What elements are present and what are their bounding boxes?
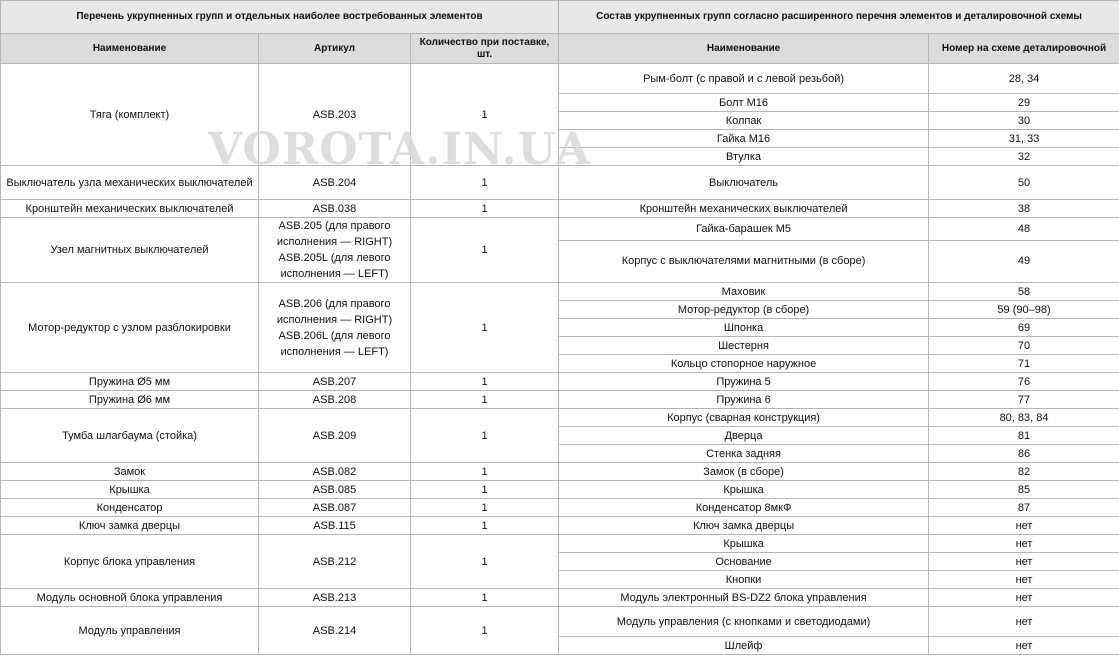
scheme-number-cell: нет [929,571,1119,589]
group-name-cell: Пружина Ø5 мм [1,373,259,391]
quantity-cell: 1 [411,218,559,283]
component-name-cell: Крышка [559,481,929,499]
table-row [1,535,1119,553]
quantity-cell: 1 [411,499,559,517]
table-row [1,218,1119,241]
component-name-cell: Ключ замка дверцы [559,517,929,535]
group-name-cell: Тумба шлагбаума (стойка) [1,409,259,463]
group-name-cell: Выключатель узла механических выключателей [1,166,259,200]
component-name-cell: Мотор-редуктор (в сборе) [559,301,929,319]
component-name-cell: Крышка [559,535,929,553]
component-name-cell: Шлейф [559,637,929,655]
scheme-number-cell: нет [929,607,1119,637]
article-cell: ASB.207 [259,373,411,391]
scheme-number-cell: 48 [929,218,1119,241]
table-row [1,607,1119,637]
group-name-cell: Корпус блока управления [1,535,259,589]
scheme-number-cell: 71 [929,355,1119,373]
article-cell: ASB.085 [259,481,411,499]
component-name-column-header: Наименование [559,34,929,64]
quantity-cell: 1 [411,373,559,391]
quantity-cell: 1 [411,200,559,218]
scheme-number-cell: нет [929,517,1119,535]
component-name-cell: Конденсатор 8мкФ [559,499,929,517]
scheme-number-cell: 70 [929,337,1119,355]
article-cell: ASB.214 [259,607,411,655]
component-name-cell: Шестерня [559,337,929,355]
scheme-number-cell: 49 [929,240,1119,283]
quantity-cell: 1 [411,481,559,499]
article-cell: ASB.087 [259,499,411,517]
table-row [1,64,1119,94]
article-cell: ASB.203 [259,64,411,166]
group-name-cell: Кронштейн механических выключателей [1,200,259,218]
table-row [1,481,1119,499]
component-name-cell: Гайка-барашек М5 [559,218,929,241]
group-name-cell: Модуль управления [1,607,259,655]
group-name-cell: Тяга (комплект) [1,64,259,166]
component-name-cell: Пружина 6 [559,391,929,409]
group-name-cell: Мотор-редуктор с узлом разблокировки [1,283,259,373]
table-row [1,589,1119,607]
article-column-header: Артикул [259,34,411,64]
component-name-cell: Замок (в сборе) [559,463,929,481]
quantity-cell: 1 [411,64,559,166]
component-name-cell: Болт М16 [559,94,929,112]
group-name-cell: Ключ замка дверцы [1,517,259,535]
scheme-number-cell: 82 [929,463,1119,481]
component-name-cell: Втулка [559,148,929,166]
component-name-cell: Модуль управления (с кнопками и светодиодами) [559,607,929,637]
quantity-cell: 1 [411,166,559,200]
component-name-cell: Колпак [559,112,929,130]
scheme-number-cell: 81 [929,427,1119,445]
table-row [1,166,1119,200]
scheme-number-cell: 50 [929,166,1119,200]
quantity-cell: 1 [411,283,559,373]
component-name-cell: Маховик [559,283,929,301]
article-cell: ASB.212 [259,535,411,589]
group-name-cell: Модуль основной блока управления [1,589,259,607]
quantity-cell: 1 [411,391,559,409]
table-row [1,409,1119,427]
component-name-cell: Корпус (сварная конструкция) [559,409,929,427]
table-row [1,517,1119,535]
right-group-header: Состав укрупненных групп согласно расширенного перечня элементов и деталировочной схемы [559,1,1119,34]
article-cell: ASB.115 [259,517,411,535]
left-group-header: Перечень укрупненных групп и отдельных наиболее востребованных элементов [1,1,559,34]
scheme-number-cell: 85 [929,481,1119,499]
table-row [1,499,1119,517]
group-name-cell: Узел магнитных выключателей [1,218,259,283]
scheme-number-cell: нет [929,637,1119,655]
quantity-cell: 1 [411,535,559,589]
component-name-cell: Основание [559,553,929,571]
article-cell: ASB.204 [259,166,411,200]
table-row [1,391,1119,409]
watermark: VOROTA.IN.UA [208,124,591,175]
group-name-cell: Конденсатор [1,499,259,517]
scheme-number-cell: 58 [929,283,1119,301]
article-cell: ASB.213 [259,589,411,607]
table-row [1,200,1119,218]
component-name-cell: Пружина 5 [559,373,929,391]
article-cell: ASB.205 (для правого исполнения — RIGHT) ASB.205L (для левого исполнения — LEFT) [259,218,411,283]
quantity-cell: 1 [411,517,559,535]
article-cell: ASB.082 [259,463,411,481]
component-name-cell: Модуль электронный BS-DZ2 блока управления [559,589,929,607]
table-row [1,463,1119,481]
scheme-number-cell: нет [929,535,1119,553]
scheme-number-cell: 32 [929,148,1119,166]
scheme-number-cell: нет [929,553,1119,571]
scheme-number-cell: нет [929,589,1119,607]
quantity-cell: 1 [411,463,559,481]
article-cell: ASB.038 [259,200,411,218]
component-name-cell: Кнопки [559,571,929,589]
component-name-cell: Кронштейн механических выключателей [559,200,929,218]
name-column-header: Наименование [1,34,259,64]
group-name-cell: Пружина Ø6 мм [1,391,259,409]
group-name-cell: Замок [1,463,259,481]
quantity-cell: 1 [411,607,559,655]
component-name-cell: Кольцо стопорное наружное [559,355,929,373]
component-name-cell: Стенка задняя [559,445,929,463]
group-name-cell: Крышка [1,481,259,499]
scheme-number-column-header: Номер на схеме деталировочной [929,34,1119,64]
scheme-number-cell: 28, 34 [929,64,1119,94]
component-name-cell: Корпус с выключателями магнитными (в сборе) [559,240,929,283]
table-row [1,283,1119,301]
scheme-number-cell: 30 [929,112,1119,130]
scheme-number-cell: 80, 83, 84 [929,409,1119,427]
article-cell: ASB.209 [259,409,411,463]
scheme-number-cell: 76 [929,373,1119,391]
quantity-cell: 1 [411,589,559,607]
scheme-number-cell: 77 [929,391,1119,409]
table-row [1,373,1119,391]
scheme-number-cell: 29 [929,94,1119,112]
article-cell: ASB.208 [259,391,411,409]
quantity-cell: 1 [411,409,559,463]
scheme-number-cell: 31, 33 [929,130,1119,148]
scheme-number-cell: 86 [929,445,1119,463]
component-name-cell: Выключатель [559,166,929,200]
component-name-cell: Рым-болт (с правой и с левой резьбой) [559,64,929,94]
scheme-number-cell: 38 [929,200,1119,218]
article-cell: ASB.206 (для правого исполнения — RIGHT) ASB.206L (для левого исполнения — LEFT) [259,283,411,373]
component-name-cell: Шпонка [559,319,929,337]
component-name-cell: Гайка М16 [559,130,929,148]
scheme-number-cell: 69 [929,319,1119,337]
component-name-cell: Дверца [559,427,929,445]
quantity-column-header: Количество при поставке, шт. [411,34,559,64]
scheme-number-cell: 59 (90–98) [929,301,1119,319]
scheme-number-cell: 87 [929,499,1119,517]
